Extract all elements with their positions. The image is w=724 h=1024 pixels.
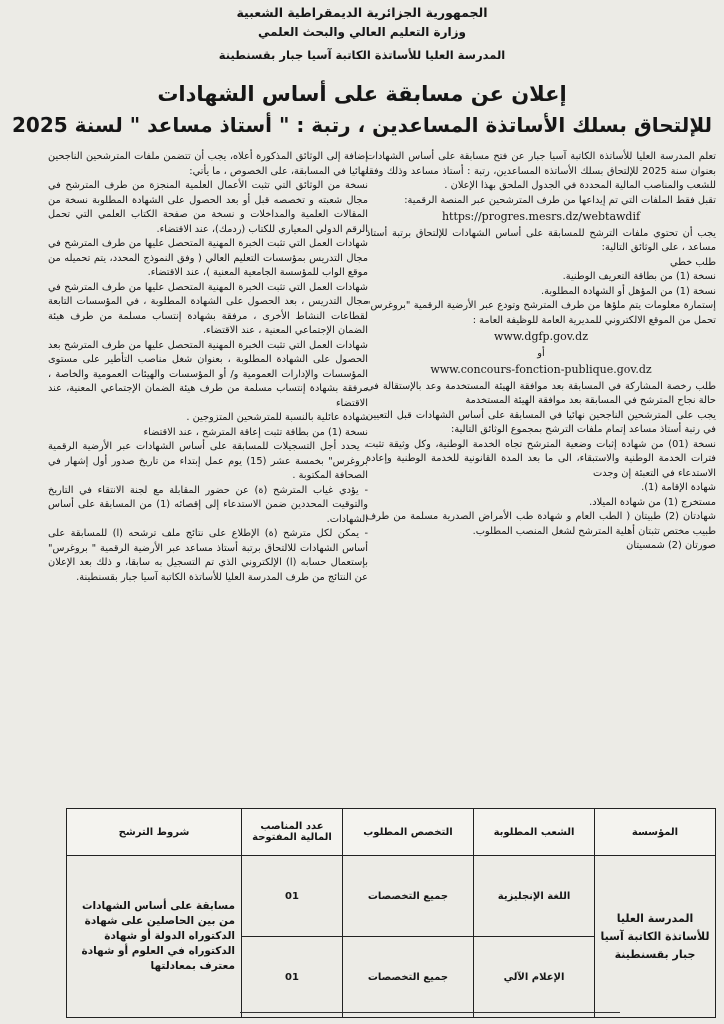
additional-docs-intro: إضافة إلى الوثائق المذكورة أعلاه، يجب أن تتضمن ملفات المترشحين الناجحين نهائيا في المسابقة، على الخصوص ، ما يأتي: (48, 151, 368, 177)
doc-info-form: إستمارة معلومات يتم ملؤها من طرف المترشح وتودع عبر الأرضية الرقمية "بروغرس" تحمل من الموقع الالكتروني للمديرية العامة للوظيفة العامة : (366, 300, 716, 326)
left-column (48, 150, 368, 585)
header-conditions: شروط الترشح (67, 809, 242, 856)
doc-disability-card: نسخة (1) من بطاقة تثبت إعاقة المترشح ، عند الاقتضاء (143, 426, 368, 438)
results-consultation: - يمكن لكل مترشح (ة) الإطلاع على نتائج ملف ترشحه (ا) للمسابقة على أساس الشهادات للالتحاق برتبة أستاذ مساعد عبر الأرضية الرقمية " بروغرس" بإستعمال حسابه (ا) الإلكتروني الذي تم التسجيل به سابقا، و ذلك بعد الإعلان عن النتائج من طرف المدرسة العليا للأساتذة الكاتبة آسيا جبار بقسنطينة. (48, 528, 368, 583)
doc-national-service: نسخة (01) من شهادة إثبات وضعية المترشح تجاه الخدمة الوطنية، وكل وثيقة تثبت فترات الخدمة الوطنية والاستبقاء، الى ما بعد المدة القانونية للخدمة الوطنية وإعادة الاستدعاء في التعبئة إن وجدت (366, 438, 716, 479)
table-row (67, 856, 716, 937)
intro-paragraph: تعلم المدرسة العليا للأساتذة الكاتبة آسيا جبار عن فتح مسابقة على أساس الشهادات بعنوان سنة 2025 للإلتحاق بسلك الأساتذة المساعدين، رتبة : أستاذ مساعد وذلك وفقا للشعب والمناصب المالية المحددة في الجدول الملحق بهذا الإعلان . (366, 151, 716, 191)
cell-positions: 01 (242, 856, 343, 937)
doc-participation-permit: طلب رخصة المشاركة في المسابقة بعد موافقة الهيئة المستخدمة وعد بالإستقالة في حالة نجاح المترشح في المسابقة بعد موافقة الهيئة المستخدمة (366, 380, 716, 406)
right-column (366, 150, 716, 554)
or-text: أو (537, 347, 545, 359)
doc-other-sector-experience: شهادات العمل التي تثبت الخبرة المهنية المتحصل عليها من طرف المترشح في مجال التدريس ، بعد الحصول على الشهادة المطلوبة ، في المؤسسات التابعة لقطاعات النشاط الأخرى ، مرفقة بشهادة إنتساب مسلمة من طرف هيئة الضمان الإجتماعي المعنية ، عند الاقتضاء. (48, 281, 368, 336)
announcement-title: إعلان عن مسابقة على أساس الشهادات (157, 82, 567, 106)
doc-residence: شهادة الإقامة (1). (641, 482, 716, 493)
documents-intro: يجب أن تحتوي ملفات الترشح للمسابقة على أساس الشهادات للإلتحاق برتبة أستاذ مساعد ، على الوثائق التالية: (366, 227, 716, 253)
announcement-subtitle: للإلتحاق بسلك الأساتذة المساعدين ، رتبة : " أستاذ مساعد " لسنة 2025 (11, 113, 713, 137)
cell-institution: المدرسة العليا للأساتذة الكاتبة آسيا جبار بقسنطينة (595, 856, 716, 1018)
dgfp-url: www.dgfp.gov.dz (493, 330, 589, 343)
doc-birth-certificate: مستخرج (1) من شهادة الميلاد. (589, 496, 716, 508)
doc-written-request: طلب خطي (669, 256, 716, 268)
table-header-row (67, 809, 716, 856)
cell-specialty: جميع التخصصات (343, 937, 474, 1018)
positions-table (66, 808, 716, 1018)
doc-family-certificate: شهادة عائلية بالنسبة للمترشحين المتزوجين . (186, 412, 368, 423)
school-header: المدرسة العليا للأساتذة الكاتبة آسيا جبار بقسنطينة (218, 48, 506, 62)
cell-branch: الإعلام الآلي (474, 937, 595, 1018)
header-specialty: التخصص المطلوب (343, 809, 474, 856)
header-positions: عدد المناصب المالية المفتوحة (242, 809, 343, 856)
header-branch: الشعب المطلوبة (474, 809, 595, 856)
concours-url: www.concours-fonction-publique.gov.dz (430, 363, 652, 376)
republic-header: الجمهورية الجزائرية الديمقراطية الشعبية (236, 5, 488, 20)
bottom-footer-rule (240, 1012, 620, 1024)
cell-branch: اللغة الإنجليزية (474, 856, 595, 937)
doc-management-experience: شهادات العمل التي تثبت الخبرة المهنية المتحصل عليها من طرف المترشح بعد الحصول على الشهادة المطلوبة ، بعنوان شغل مناصب التأطير على مستوى المؤسسات والإدارات العمومية و/ أو المؤسسات والهيئات العمومية والخاصة ، مرفقة بشهادة إنتساب مسلمة من طرف هيئة الضمان الإجتماعي المعنية، عند الاقتضاء (48, 339, 368, 409)
doc-scientific-works: نسخة من الوثائق التي تثبت الأعمال العلمية المنجزة من طرف المترشح في مجال شعبته و تخصصه قبل أو بعد الحصول على الشهادة المطلوبة نسخة من المقالات العلمية والمداخلات و نسخة من صفحة الكتاب العلمي التي تحمل الرقم الدولي المعياري للكتاب (ردمك)، عند الاقتضاء. (48, 180, 368, 235)
doc-teaching-experience: شهادات العمل التي تثبت الخبرة المهنية المتحصل عليها من طرف المترشح في مجال التدريس بمؤسسات التعليم العالي ( وفق النموذج المحدد، يتم تحميله من موقع الواب للمؤسسة الجامعية المعنية )، عند الاقتضاء. (48, 238, 368, 278)
cell-positions: 01 (242, 937, 343, 1018)
platform-note: تقبل فقط الملفات التي تم إيداعها من طرف المترشحين عبر المنصة الرقمية: (404, 194, 716, 206)
cell-conditions: مسابقة على أساس الشهادات من بين الحاصلين على شهادة الدكتوراه الدولة أو شهادة الدكتوراه في العلوم أو شهادة معترف بمعادلتها (67, 856, 242, 1018)
doc-photos: صورتان (2) شمسيتان (626, 540, 716, 551)
header-institution: المؤسسة (595, 809, 716, 856)
final-candidates-intro: يجب على المترشحين الناجحين نهائيا في المسابقة على أساس الشهادات قبل التعيين في رتبة أستاذ مساعد إتمام ملفات الترشح بمجموع الوثائق التالية: (366, 409, 716, 435)
doc-id-card: نسخة (1) من بطاقة التعريف الوطنية. (562, 271, 716, 282)
doc-medical-certificates: شهادتان (2) طبيتان ( الطب العام و شهادة طب الأمراض الصدرية مسلمة من طرف طبيب مختص تثبتان أهلية المترشح لشغل المنصب المطلوب. (366, 511, 716, 537)
registration-deadline: - يحدد أجل التسجيلات للمسابقة على أساس الشهادات عبر الأرضية الرقمية بروغرس" بخمسة عشر (15) يوم عمل إبتداء من تاريخ صدور أول إشهار في الصحافة المكتوبة . (48, 441, 368, 481)
absence-rule: - يؤدي غياب المترشح (ة) عن حضور المقابلة مع لجنة الانتقاء في التاريخ والتوقيت المحددين ضمن الاستدعاء إلى إقصائه (1) من المسابقة على أساس الشهادات. (48, 484, 368, 525)
progres-url: https://progres.mesrs.dz/webtawdif (441, 210, 641, 223)
cell-specialty: جميع التخصصات (343, 856, 474, 937)
ministry-header: وزارة التعليم العالي والبحث العلمي (257, 25, 467, 39)
doc-diploma: نسخة (1) من المؤهل أو الشهادة المطلوبة. (540, 285, 716, 297)
